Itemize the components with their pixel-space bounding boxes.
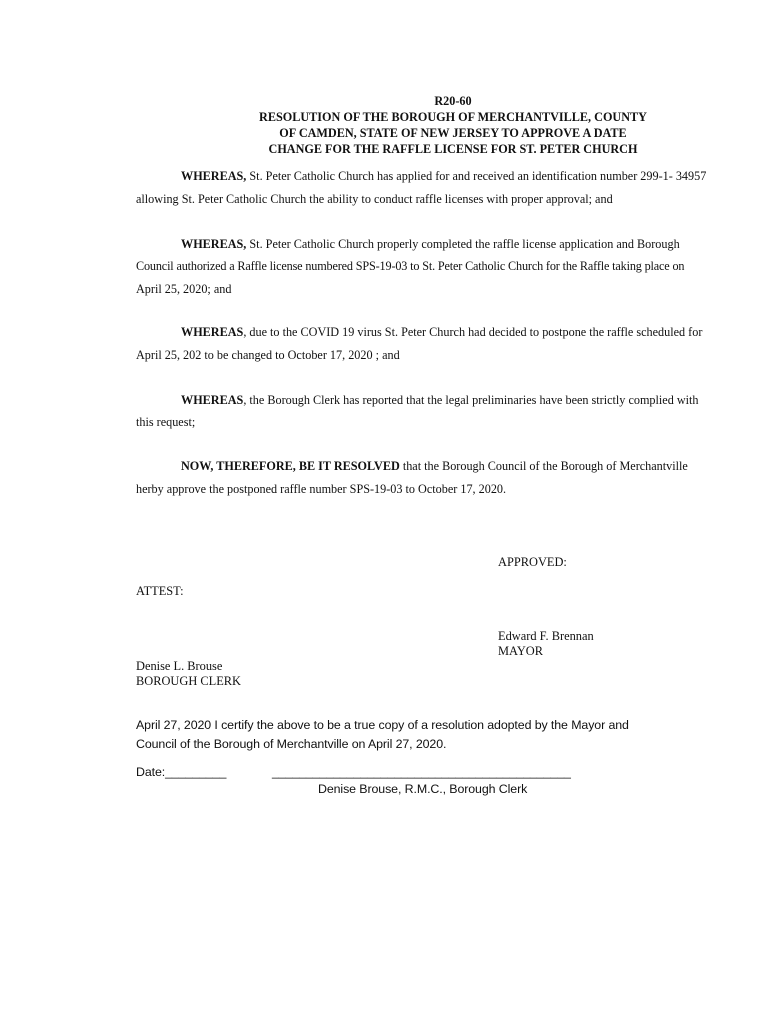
resolution-header (0, 93, 770, 157)
resolution-title-line-1: RESOLUTION OF THE BOROUGH OF MERCHANTVILLE, COUNTY (259, 110, 647, 124)
resolution-number: R20-60 (434, 94, 472, 108)
whereas-paragraph-2-line-1 (181, 236, 680, 252)
whereas-paragraph-2-line-3: April 25, 2020; and (136, 282, 232, 296)
whereas-lead: WHEREAS (181, 325, 244, 339)
certification-line-1: April 27, 2020 I certify the above to be a true copy of a resolution adopted by the Mayor and (136, 718, 629, 732)
whereas-paragraph-4-line-2: this request; (136, 415, 196, 429)
whereas-paragraph-4-line-1 (181, 392, 699, 408)
paragraph-text: , due to the COVID 19 virus St. Peter Church had decided to postpone the raffle scheduled for (243, 325, 703, 339)
resolution-title-line-2: OF CAMDEN, STATE OF NEW JERSEY TO APPROVE A DATE (279, 126, 627, 140)
attest-label: ATTEST: (136, 584, 184, 598)
clerk-title: BOROUGH CLERK (136, 674, 241, 688)
mayor-name: Edward F. Brennan (498, 629, 594, 643)
resolved-lead: NOW, THEREFORE, BE IT RESOLVED (181, 459, 400, 473)
clerk-name: Denise L. Brouse (136, 659, 223, 673)
resolved-paragraph-line-1 (181, 458, 688, 474)
signer-name: Denise Brouse, R.M.C., Borough Clerk (318, 782, 528, 796)
whereas-paragraph-3-line-2: April 25, 202 to be changed to October 17, 2020 ; and (136, 348, 400, 362)
whereas-lead: WHEREAS (181, 393, 244, 407)
resolution-title-line-3: CHANGE FOR THE RAFFLE LICENSE FOR ST. PETER CHURCH (268, 142, 638, 156)
signature-line: ____________________________________________ (272, 765, 571, 779)
whereas-paragraph-2-line-2: Council authorized a Raffle license numbered SPS-19-03 to St. Peter Catholic Church for the Raffle taking place on (136, 259, 685, 273)
certification-line-2: Council of the Borough of Merchantville on April 27, 2020. (136, 737, 447, 751)
paragraph-text: St. Peter Catholic Church properly completed the raffle license application and Borough (246, 237, 680, 251)
approved-label: APPROVED: (498, 555, 567, 569)
whereas-lead: WHEREAS, (181, 169, 247, 183)
whereas-paragraph-1-line-2: allowing St. Peter Catholic Church the ability to conduct raffle licenses with proper approval; and (136, 192, 613, 206)
whereas-paragraph-3-line-1 (181, 324, 702, 340)
resolved-paragraph-line-2: herby approve the postponed raffle number SPS-19-03 to October 17, 2020. (136, 482, 507, 496)
mayor-title: MAYOR (498, 644, 543, 658)
whereas-lead: WHEREAS, (181, 237, 247, 251)
paragraph-text: , the Borough Clerk has reported that the legal preliminaries have been strictly complied with (243, 393, 699, 407)
paragraph-text: that the Borough Council of the Borough of Merchantville (399, 459, 688, 473)
date-field: Date:_________ (136, 765, 227, 779)
paragraph-text: St. Peter Catholic Church has applied for and received an identification number 299-1- 34957 (246, 169, 707, 183)
whereas-paragraph-1-line-1 (181, 168, 706, 184)
